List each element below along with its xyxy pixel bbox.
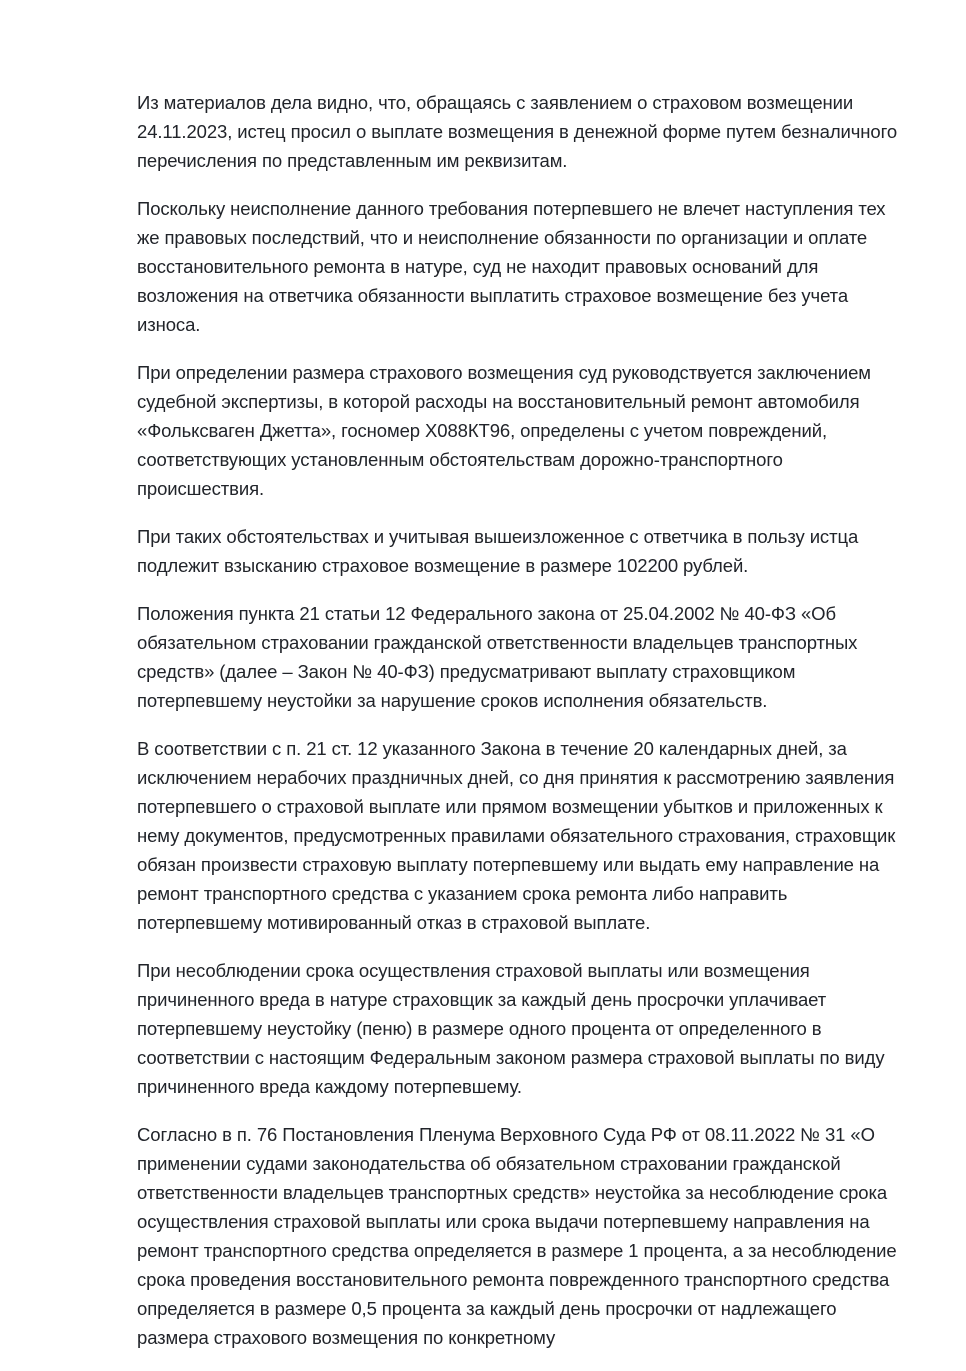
paragraph-claim-filing: Из материалов дела видно, что, обращаясь с заявлением о страховом возмещении 24.11.2023, истец просил о выплате возмещения в денежной форме путем безналичного перечисления по представленным им реквизитам.: [137, 92, 903, 171]
paragraph-compensation-amount: При таких обстоятельствах и учитывая вышеизложенное с ответчика в пользу истца подлежит взысканию страховое возмещение в размере 102200 рублей.: [137, 526, 864, 576]
paragraph-penalty-one-percent: При несоблюдении срока осуществления страховой выплаты или возмещения причиненного вреда в натуре страховщик за каждый день просрочки уплачивает потерпевшему неустойку (пеню) в размере одного процента от определенного в соответствии с настоящим Федеральным законом размера страховой выплаты по виду причиненного вреда каждому потерпевшему.: [137, 960, 890, 1097]
document-page: [137, 88, 909, 1352]
paragraph-expertise-conclusion: При определении размера страхового возмещения суд руководствуется заключением судебной экспертизы, в которой расходы на восстановительный ремонт автомобиля «Фольксваген Джетта», госномер Х088КТ96, определены с учетом повреждений, соответствующих установленным обстоятельствам дорожно-транспортного происшествия.: [137, 362, 876, 499]
paragraph-law-40-fz-provisions: Положения пункта 21 статьи 12 Федерального закона от 25.04.2002 № 40-ФЗ «Об обязательном страховании гражданской ответственности владельцев транспортных средств» (далее – Закон № 40-ФЗ) предусматривают выплату страховщиком потерпевшему неустойки за нарушение сроков исполнения обязательств.: [137, 603, 863, 711]
paragraph-20-day-term: В соответствии с п. 21 ст. 12 указанного Закона в течение 20 календарных дней, за исключением нерабочих праздничных дней, со дня принятия к рассмотрению заявления потерпевшего о страховой выплате или прямом возмещении убытков и приложенных к нему документов, предусмотренных правилами обязательного страхования, страховщик обязан произвести страховую выплату потерпевшему или выдать ему направление на ремонт транспортного средства с указанием срока ремонта либо направить потерпевшему мотивированный отказ в страховой выплате.: [137, 738, 901, 933]
paragraph-non-performance-consequences: Поскольку неисполнение данного требования потерпевшего не влечет наступления тех же правовых последствий, что и неисполнение обязанности по организации и оплате восстановительного ремонта в натуре, суд не находит правовых оснований для возложения на ответчика обязанности выплатить страховое возмещение без учета износа.: [137, 198, 891, 335]
paragraph-plenum-resolution-76: Согласно в п. 76 Постановления Пленума Верховного Суда РФ от 08.11.2022 № 31 «О применении судами законодательства об обязательном страховании гражданской ответственности владельцев транспортных средств» неустойка за несоблюдение срока осуществления страховой выплаты или срока выдачи потерпевшему направления на ремонт транспортного средства определяется в размере 1 процента, а за несоблюдение срока проведения восстановительного ремонта поврежденного транспортного средства определяется в размере 0,5 процента за каждый день просрочки от надлежащего размера страхового возмещения по конкретному: [137, 1124, 902, 1348]
